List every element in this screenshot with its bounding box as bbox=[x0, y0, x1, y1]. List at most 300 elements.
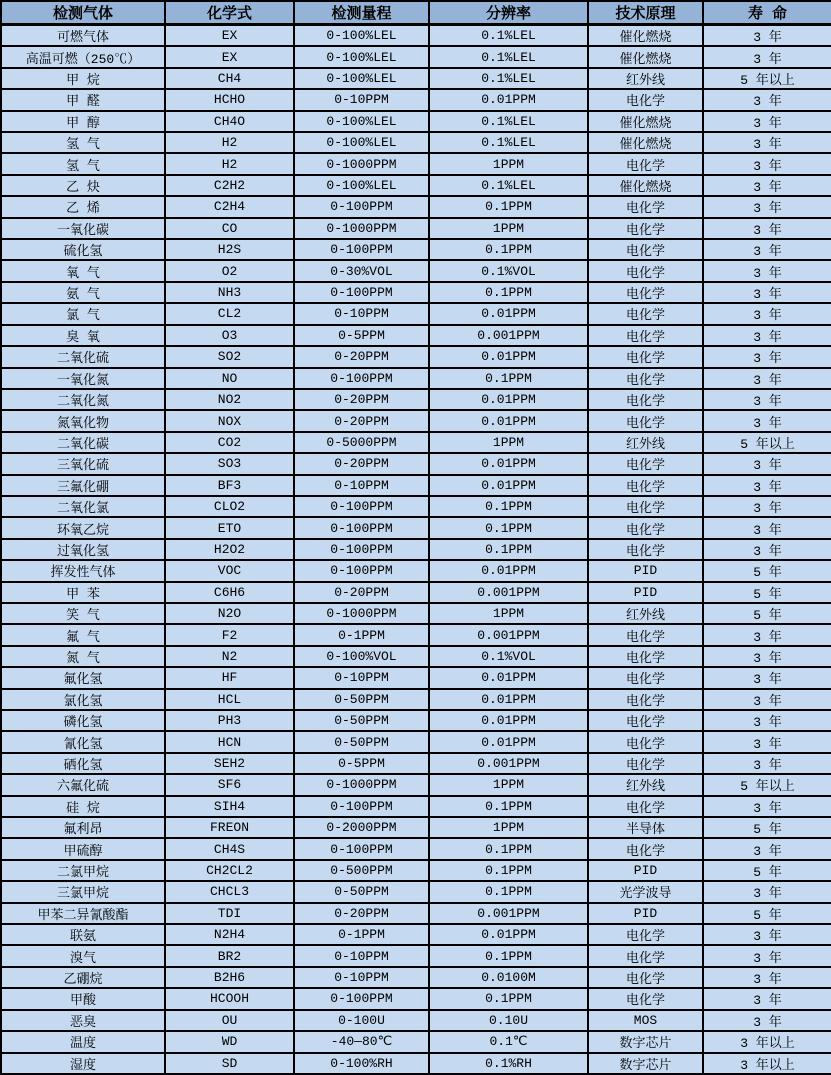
lifespan-cell: 3 年 bbox=[703, 325, 831, 346]
gas-name-cell: 氯 气 bbox=[1, 303, 165, 324]
gas-name-cell: 一氧化氮 bbox=[1, 368, 165, 389]
principle-cell: 电化学 bbox=[588, 646, 703, 667]
formula-cell: CH4 bbox=[165, 68, 294, 89]
lifespan-cell: 3 年 bbox=[703, 282, 831, 303]
formula-cell: H2 bbox=[165, 153, 294, 174]
resolution-cell: 0.01PPM bbox=[429, 710, 588, 731]
table-row bbox=[1, 153, 831, 174]
formula-cell: SO3 bbox=[165, 453, 294, 474]
table-row bbox=[1, 881, 831, 902]
table-row bbox=[1, 410, 831, 431]
principle-cell: 催化燃烧 bbox=[588, 25, 703, 47]
column-header-lifespan: 寿 命 bbox=[703, 1, 831, 25]
resolution-cell: 0.01PPM bbox=[429, 453, 588, 474]
formula-cell: SIH4 bbox=[165, 796, 294, 817]
lifespan-cell: 3 年 bbox=[703, 175, 831, 196]
gas-name-cell: 二氧化氯 bbox=[1, 496, 165, 517]
gas-name-cell: 甲 醇 bbox=[1, 111, 165, 132]
table-row bbox=[1, 368, 831, 389]
lifespan-cell: 3 年 bbox=[703, 646, 831, 667]
gas-name-cell: 氟化氢 bbox=[1, 667, 165, 688]
resolution-cell: 0.001PPM bbox=[429, 624, 588, 645]
gas-name-cell: 温度 bbox=[1, 1031, 165, 1052]
range-cell: 0-50PPM bbox=[294, 689, 429, 710]
formula-cell: B2H6 bbox=[165, 967, 294, 988]
range-cell: 0-100%LEL bbox=[294, 132, 429, 153]
gas-name-cell: 乙 炔 bbox=[1, 175, 165, 196]
lifespan-cell: 3 年 bbox=[703, 1010, 831, 1031]
lifespan-cell: 3 年 bbox=[703, 25, 831, 47]
gas-name-cell: 氢 气 bbox=[1, 132, 165, 153]
lifespan-cell: 3 年 bbox=[703, 924, 831, 945]
gas-name-cell: 笑 气 bbox=[1, 603, 165, 624]
resolution-cell: 0.1PPM bbox=[429, 282, 588, 303]
resolution-cell: 0.1%RH bbox=[429, 1053, 588, 1075]
table-row bbox=[1, 1010, 831, 1031]
principle-cell: 电化学 bbox=[588, 89, 703, 110]
range-cell: 0-20PPM bbox=[294, 582, 429, 603]
table-row bbox=[1, 68, 831, 89]
resolution-cell: 0.1PPM bbox=[429, 496, 588, 517]
gas-name-cell: 甲苯二异氰酸酯 bbox=[1, 903, 165, 924]
formula-cell: OU bbox=[165, 1010, 294, 1031]
table-row bbox=[1, 260, 831, 281]
range-cell: 0-10PPM bbox=[294, 475, 429, 496]
gas-name-cell: 甲硫醇 bbox=[1, 838, 165, 859]
gas-name-cell: 六氟化硫 bbox=[1, 774, 165, 795]
principle-cell: 电化学 bbox=[588, 260, 703, 281]
range-cell: 0-10PPM bbox=[294, 303, 429, 324]
range-cell: -40—80℃ bbox=[294, 1031, 429, 1052]
lifespan-cell: 3 年 bbox=[703, 796, 831, 817]
table-row bbox=[1, 175, 831, 196]
resolution-cell: 0.1PPM bbox=[429, 239, 588, 260]
gas-name-cell: 甲 苯 bbox=[1, 582, 165, 603]
table-row bbox=[1, 282, 831, 303]
formula-cell: CO bbox=[165, 218, 294, 239]
lifespan-cell: 3 年 bbox=[703, 496, 831, 517]
table-row bbox=[1, 432, 831, 453]
formula-cell: BR2 bbox=[165, 945, 294, 966]
range-cell: 0-1000PPM bbox=[294, 774, 429, 795]
formula-cell: EX bbox=[165, 25, 294, 47]
range-cell: 0-5PPM bbox=[294, 325, 429, 346]
table-row bbox=[1, 25, 831, 47]
lifespan-cell: 5 年 bbox=[703, 860, 831, 881]
resolution-cell: 0.01PPM bbox=[429, 731, 588, 752]
table-row bbox=[1, 624, 831, 645]
gas-name-cell: 二氧化硫 bbox=[1, 346, 165, 367]
principle-cell: 电化学 bbox=[588, 988, 703, 1009]
gas-name-cell: 联氨 bbox=[1, 924, 165, 945]
resolution-cell: 1PPM bbox=[429, 218, 588, 239]
column-header-resolution: 分辨率 bbox=[429, 1, 588, 25]
lifespan-cell: 5 年 bbox=[703, 903, 831, 924]
gas-name-cell: 三氟化硼 bbox=[1, 475, 165, 496]
lifespan-cell: 5 年 bbox=[703, 817, 831, 838]
range-cell: 0-1PPM bbox=[294, 624, 429, 645]
resolution-cell: 0.10U bbox=[429, 1010, 588, 1031]
lifespan-cell: 3 年 bbox=[703, 945, 831, 966]
formula-cell: CHCL3 bbox=[165, 881, 294, 902]
resolution-cell: 0.1%LEL bbox=[429, 25, 588, 47]
principle-cell: 电化学 bbox=[588, 967, 703, 988]
principle-cell: 电化学 bbox=[588, 453, 703, 474]
resolution-cell: 0.01PPM bbox=[429, 475, 588, 496]
table-row bbox=[1, 325, 831, 346]
resolution-cell: 0.001PPM bbox=[429, 903, 588, 924]
formula-cell: H2S bbox=[165, 239, 294, 260]
principle-cell: 电化学 bbox=[588, 667, 703, 688]
formula-cell: F2 bbox=[165, 624, 294, 645]
range-cell: 0-1000PPM bbox=[294, 603, 429, 624]
formula-cell: VOC bbox=[165, 560, 294, 581]
table-row bbox=[1, 817, 831, 838]
principle-cell: 半导体 bbox=[588, 817, 703, 838]
principle-cell: 电化学 bbox=[588, 945, 703, 966]
gas-name-cell: 溴气 bbox=[1, 945, 165, 966]
principle-cell: 催化燃烧 bbox=[588, 132, 703, 153]
lifespan-cell: 3 年 bbox=[703, 239, 831, 260]
range-cell: 0-5PPM bbox=[294, 753, 429, 774]
gas-name-cell: 氟利昂 bbox=[1, 817, 165, 838]
formula-cell: NOX bbox=[165, 410, 294, 431]
resolution-cell: 0.1%LEL bbox=[429, 175, 588, 196]
lifespan-cell: 3 年 bbox=[703, 539, 831, 560]
gas-name-cell: 可燃气体 bbox=[1, 25, 165, 47]
principle-cell: 电化学 bbox=[588, 410, 703, 431]
table-row bbox=[1, 389, 831, 410]
range-cell: 0-100PPM bbox=[294, 239, 429, 260]
table-row bbox=[1, 689, 831, 710]
formula-cell: WD bbox=[165, 1031, 294, 1052]
range-cell: 0-100PPM bbox=[294, 368, 429, 389]
formula-cell: N2O bbox=[165, 603, 294, 624]
table-row bbox=[1, 796, 831, 817]
gas-name-cell: 高温可燃（250℃） bbox=[1, 46, 165, 67]
table-row bbox=[1, 988, 831, 1009]
range-cell: 0-20PPM bbox=[294, 389, 429, 410]
range-cell: 0-1000PPM bbox=[294, 218, 429, 239]
gas-name-cell: 一氧化碳 bbox=[1, 218, 165, 239]
lifespan-cell: 3 年 bbox=[703, 710, 831, 731]
range-cell: 0-100PPM bbox=[294, 196, 429, 217]
lifespan-cell: 5 年 bbox=[703, 560, 831, 581]
formula-cell: C2H4 bbox=[165, 196, 294, 217]
formula-cell: SO2 bbox=[165, 346, 294, 367]
formula-cell: HCN bbox=[165, 731, 294, 752]
range-cell: 0-10PPM bbox=[294, 667, 429, 688]
range-cell: 0-20PPM bbox=[294, 453, 429, 474]
resolution-cell: 0.0100M bbox=[429, 967, 588, 988]
formula-cell: SEH2 bbox=[165, 753, 294, 774]
resolution-cell: 0.1%VOL bbox=[429, 646, 588, 667]
formula-cell: CH4O bbox=[165, 111, 294, 132]
range-cell: 0-100PPM bbox=[294, 539, 429, 560]
principle-cell: 电化学 bbox=[588, 325, 703, 346]
lifespan-cell: 5 年以上 bbox=[703, 68, 831, 89]
lifespan-cell: 3 年 bbox=[703, 153, 831, 174]
resolution-cell: 0.01PPM bbox=[429, 89, 588, 110]
lifespan-cell: 3 年 bbox=[703, 753, 831, 774]
table-row bbox=[1, 89, 831, 110]
range-cell: 0-100PPM bbox=[294, 796, 429, 817]
formula-cell: NO2 bbox=[165, 389, 294, 410]
lifespan-cell: 3 年 bbox=[703, 368, 831, 389]
range-cell: 0-100PPM bbox=[294, 560, 429, 581]
lifespan-cell: 3 年 bbox=[703, 967, 831, 988]
range-cell: 0-100%VOL bbox=[294, 646, 429, 667]
table-row bbox=[1, 731, 831, 752]
principle-cell: 电化学 bbox=[588, 196, 703, 217]
resolution-cell: 0.01PPM bbox=[429, 303, 588, 324]
lifespan-cell: 3 年 bbox=[703, 303, 831, 324]
gas-name-cell: 磷化氢 bbox=[1, 710, 165, 731]
resolution-cell: 1PPM bbox=[429, 432, 588, 453]
principle-cell: 电化学 bbox=[588, 282, 703, 303]
range-cell: 0-2000PPM bbox=[294, 817, 429, 838]
range-cell: 0-100PPM bbox=[294, 496, 429, 517]
range-cell: 0-30%VOL bbox=[294, 260, 429, 281]
principle-cell: 电化学 bbox=[588, 838, 703, 859]
gas-name-cell: 氟 气 bbox=[1, 624, 165, 645]
gas-name-cell: 臭 氧 bbox=[1, 325, 165, 346]
principle-cell: 电化学 bbox=[588, 153, 703, 174]
principle-cell: PID bbox=[588, 560, 703, 581]
gas-name-cell: 二氧化碳 bbox=[1, 432, 165, 453]
gas-name-cell: 乙 烯 bbox=[1, 196, 165, 217]
gas-name-cell: 恶臭 bbox=[1, 1010, 165, 1031]
column-header-range: 检测量程 bbox=[294, 1, 429, 25]
range-cell: 0-100PPM bbox=[294, 517, 429, 538]
lifespan-cell: 3 年 bbox=[703, 132, 831, 153]
principle-cell: 电化学 bbox=[588, 346, 703, 367]
table-row bbox=[1, 860, 831, 881]
range-cell: 0-100%LEL bbox=[294, 46, 429, 67]
resolution-cell: 0.01PPM bbox=[429, 924, 588, 945]
formula-cell: CO2 bbox=[165, 432, 294, 453]
resolution-cell: 1PPM bbox=[429, 817, 588, 838]
table-row bbox=[1, 753, 831, 774]
table-row bbox=[1, 475, 831, 496]
principle-cell: PID bbox=[588, 903, 703, 924]
table-row bbox=[1, 218, 831, 239]
gas-name-cell: 环氧乙烷 bbox=[1, 517, 165, 538]
formula-cell: HF bbox=[165, 667, 294, 688]
resolution-cell: 0.1PPM bbox=[429, 517, 588, 538]
range-cell: 0-1PPM bbox=[294, 924, 429, 945]
principle-cell: 电化学 bbox=[588, 496, 703, 517]
formula-cell: HCOOH bbox=[165, 988, 294, 1009]
range-cell: 0-500PPM bbox=[294, 860, 429, 881]
resolution-cell: 0.001PPM bbox=[429, 325, 588, 346]
column-header-principle: 技术原理 bbox=[588, 1, 703, 25]
gas-name-cell: 二氯甲烷 bbox=[1, 860, 165, 881]
gas-name-cell: 湿度 bbox=[1, 1053, 165, 1075]
table-row bbox=[1, 346, 831, 367]
principle-cell: 电化学 bbox=[588, 218, 703, 239]
principle-cell: 电化学 bbox=[588, 753, 703, 774]
lifespan-cell: 3 年以上 bbox=[703, 1031, 831, 1052]
principle-cell: 电化学 bbox=[588, 475, 703, 496]
principle-cell: 电化学 bbox=[588, 710, 703, 731]
range-cell: 0-100%LEL bbox=[294, 68, 429, 89]
range-cell: 0-100U bbox=[294, 1010, 429, 1031]
table-row bbox=[1, 196, 831, 217]
gas-name-cell: 氮氧化物 bbox=[1, 410, 165, 431]
range-cell: 0-100%RH bbox=[294, 1053, 429, 1075]
range-cell: 0-100PPM bbox=[294, 988, 429, 1009]
lifespan-cell: 3 年 bbox=[703, 667, 831, 688]
resolution-cell: 0.01PPM bbox=[429, 346, 588, 367]
table-row bbox=[1, 903, 831, 924]
principle-cell: 电化学 bbox=[588, 689, 703, 710]
principle-cell: 电化学 bbox=[588, 303, 703, 324]
formula-cell: O2 bbox=[165, 260, 294, 281]
range-cell: 0-10PPM bbox=[294, 89, 429, 110]
lifespan-cell: 3 年 bbox=[703, 838, 831, 859]
lifespan-cell: 3 年以上 bbox=[703, 1053, 831, 1075]
principle-cell: PID bbox=[588, 860, 703, 881]
gas-name-cell: 过氧化氢 bbox=[1, 539, 165, 560]
range-cell: 0-50PPM bbox=[294, 881, 429, 902]
principle-cell: 红外线 bbox=[588, 774, 703, 795]
resolution-cell: 0.1PPM bbox=[429, 796, 588, 817]
formula-cell: CLO2 bbox=[165, 496, 294, 517]
lifespan-cell: 3 年 bbox=[703, 453, 831, 474]
table-row bbox=[1, 132, 831, 153]
resolution-cell: 0.01PPM bbox=[429, 410, 588, 431]
range-cell: 0-1000PPM bbox=[294, 153, 429, 174]
resolution-cell: 0.1PPM bbox=[429, 860, 588, 881]
table-row bbox=[1, 111, 831, 132]
gas-name-cell: 甲 醛 bbox=[1, 89, 165, 110]
resolution-cell: 1PPM bbox=[429, 153, 588, 174]
table-row bbox=[1, 46, 831, 67]
principle-cell: 电化学 bbox=[588, 239, 703, 260]
range-cell: 0-100PPM bbox=[294, 838, 429, 859]
formula-cell: C2H2 bbox=[165, 175, 294, 196]
formula-cell: H2O2 bbox=[165, 539, 294, 560]
lifespan-cell: 3 年 bbox=[703, 731, 831, 752]
gas-name-cell: 氮 气 bbox=[1, 646, 165, 667]
formula-cell: N2H4 bbox=[165, 924, 294, 945]
header-row bbox=[1, 1, 831, 25]
lifespan-cell: 3 年 bbox=[703, 218, 831, 239]
resolution-cell: 0.1%LEL bbox=[429, 111, 588, 132]
principle-cell: 电化学 bbox=[588, 796, 703, 817]
gas-name-cell: 二氧化氮 bbox=[1, 389, 165, 410]
principle-cell: 催化燃烧 bbox=[588, 111, 703, 132]
principle-cell: 电化学 bbox=[588, 924, 703, 945]
range-cell: 0-100%LEL bbox=[294, 111, 429, 132]
lifespan-cell: 3 年 bbox=[703, 196, 831, 217]
lifespan-cell: 3 年 bbox=[703, 46, 831, 67]
lifespan-cell: 3 年 bbox=[703, 346, 831, 367]
lifespan-cell: 3 年 bbox=[703, 881, 831, 902]
resolution-cell: 0.1%LEL bbox=[429, 46, 588, 67]
resolution-cell: 0.1PPM bbox=[429, 838, 588, 859]
lifespan-cell: 3 年 bbox=[703, 689, 831, 710]
formula-cell: TDI bbox=[165, 903, 294, 924]
gas-name-cell: 硒化氢 bbox=[1, 753, 165, 774]
resolution-cell: 0.1℃ bbox=[429, 1031, 588, 1052]
formula-cell: N2 bbox=[165, 646, 294, 667]
formula-cell: SD bbox=[165, 1053, 294, 1075]
formula-cell: SF6 bbox=[165, 774, 294, 795]
resolution-cell: 1PPM bbox=[429, 603, 588, 624]
resolution-cell: 0.001PPM bbox=[429, 753, 588, 774]
principle-cell: 光学波导 bbox=[588, 881, 703, 902]
principle-cell: 催化燃烧 bbox=[588, 46, 703, 67]
principle-cell: 催化燃烧 bbox=[588, 175, 703, 196]
formula-cell: HCHO bbox=[165, 89, 294, 110]
principle-cell: 数字芯片 bbox=[588, 1031, 703, 1052]
principle-cell: 电化学 bbox=[588, 517, 703, 538]
formula-cell: CH4S bbox=[165, 838, 294, 859]
principle-cell: 红外线 bbox=[588, 603, 703, 624]
resolution-cell: 1PPM bbox=[429, 774, 588, 795]
table-row bbox=[1, 774, 831, 795]
resolution-cell: 0.1PPM bbox=[429, 368, 588, 389]
principle-cell: PID bbox=[588, 582, 703, 603]
gas-name-cell: 氯化氢 bbox=[1, 689, 165, 710]
principle-cell: MOS bbox=[588, 1010, 703, 1031]
resolution-cell: 0.01PPM bbox=[429, 389, 588, 410]
range-cell: 0-50PPM bbox=[294, 710, 429, 731]
formula-cell: C6H6 bbox=[165, 582, 294, 603]
gas-name-cell: 氨 气 bbox=[1, 282, 165, 303]
principle-cell: 电化学 bbox=[588, 624, 703, 645]
table-row bbox=[1, 496, 831, 517]
lifespan-cell: 3 年 bbox=[703, 517, 831, 538]
resolution-cell: 0.1PPM bbox=[429, 945, 588, 966]
formula-cell: BF3 bbox=[165, 475, 294, 496]
range-cell: 0-5000PPM bbox=[294, 432, 429, 453]
range-cell: 0-10PPM bbox=[294, 945, 429, 966]
formula-cell: NH3 bbox=[165, 282, 294, 303]
lifespan-cell: 5 年 bbox=[703, 603, 831, 624]
resolution-cell: 0.1%LEL bbox=[429, 132, 588, 153]
table-row bbox=[1, 239, 831, 260]
table-row bbox=[1, 603, 831, 624]
formula-cell: PH3 bbox=[165, 710, 294, 731]
lifespan-cell: 5 年以上 bbox=[703, 432, 831, 453]
lifespan-cell: 5 年 bbox=[703, 582, 831, 603]
gas-name-cell: 甲酸 bbox=[1, 988, 165, 1009]
formula-cell: O3 bbox=[165, 325, 294, 346]
gas-name-cell: 硫化氢 bbox=[1, 239, 165, 260]
principle-cell: 红外线 bbox=[588, 432, 703, 453]
principle-cell: 电化学 bbox=[588, 731, 703, 752]
resolution-cell: 0.1PPM bbox=[429, 539, 588, 560]
range-cell: 0-20PPM bbox=[294, 903, 429, 924]
table-row bbox=[1, 667, 831, 688]
formula-cell: CH2CL2 bbox=[165, 860, 294, 881]
resolution-cell: 0.01PPM bbox=[429, 667, 588, 688]
table-row bbox=[1, 560, 831, 581]
range-cell: 0-100%LEL bbox=[294, 175, 429, 196]
table-row bbox=[1, 539, 831, 560]
table-row bbox=[1, 646, 831, 667]
lifespan-cell: 3 年 bbox=[703, 260, 831, 281]
range-cell: 0-100PPM bbox=[294, 282, 429, 303]
lifespan-cell: 3 年 bbox=[703, 111, 831, 132]
table-row bbox=[1, 945, 831, 966]
resolution-cell: 0.1PPM bbox=[429, 881, 588, 902]
formula-cell: H2 bbox=[165, 132, 294, 153]
gas-name-cell: 硅 烷 bbox=[1, 796, 165, 817]
